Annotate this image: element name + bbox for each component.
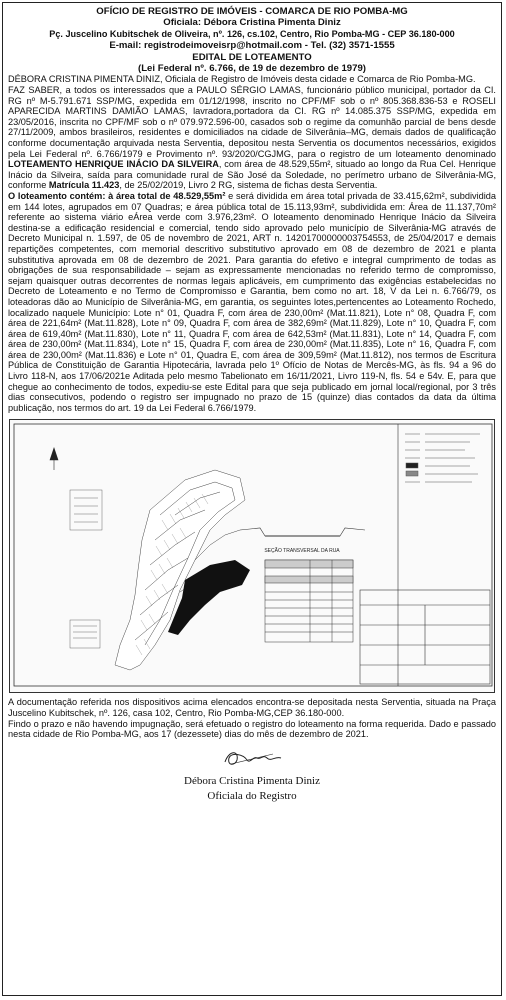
total-area-lead: O loteamento contém: à área total de 48.529,55m² (8, 190, 226, 201)
header-official: Oficiala: Débora Cristina Pimenta Diniz (163, 17, 341, 29)
matricula-number: Matrícula 11.423 (48, 180, 120, 191)
faz-saber-paragraph (8, 85, 496, 191)
notice-page (2, 2, 502, 996)
opening-paragraph: DÉBORA CRISTINA PIMENTA DINIZ, Oficiala de Registro de Imóveis desta cidade e Comarca de Rio Pomba-MG. (8, 74, 476, 85)
title-block (360, 590, 490, 684)
street-section (240, 528, 365, 536)
header-contact: E-mail: registrodeimoveisrp@hotmail.com - Tel. (32) 3571-1555 (109, 40, 395, 52)
documentation-paragraph: A documentação referida nos dispositivos acima elencados encontra-se depositada nesta Serventia, situada na Praça Juscelino Kubitschek, nº. 126, casa 102, Centro, Rio Pomba-MG,CEP 36.180-000. (8, 697, 496, 719)
street-section-label: SEÇÃO TRANSVERSAL DA RUA (264, 548, 340, 555)
north-arrow-icon (50, 448, 58, 470)
handwritten-signature (217, 746, 287, 768)
loteamento-name: LOTEAMENTO HENRIQUE INÁCIO DA SILVEIRA (8, 159, 219, 170)
text-span: , com área de 48.529,55m², situado ao longo da Rua Cel. Henrique Inácio da Silveira, saída para comunidade rural de São José da Soledade, no perímetro urbano de Silverânia-MG, conforme (8, 159, 496, 191)
site-plan-drawing (9, 419, 495, 693)
content-paragraph (8, 191, 496, 413)
header-law-reference: (Lei Federal nº. 6.766, de 19 de dezembro de 1979) (138, 63, 366, 75)
closing-paragraph: Findo o prazo e não havendo impugnação, será efetuado o registro do loteamento na forma requerida. Dado e passado nesta cidade de Rio Pomba-MG, aos 17 (dezessete) dias do mês de dezembro de 2021. (8, 718, 496, 740)
notice-body (3, 74, 501, 413)
area-table (265, 560, 353, 642)
text-span: FAZ SABER, a todos os interessados que a PAULO SÉRGIO LAMAS, funcionário público municipal, portador da CI. RG nº M-5.791.671 SSP/MG, expedida em 01/12/1998, inscrito no CPF/MF sob o nº 805.368.836-53 e ROSELI APARECIDA MARTINS DAMIÃO LAMAS, lavradora,portadora da CI. RG nº 14.085.375 SSP/MG, expedida em 23/05/2016, inscrita no CPF/MF sob o nº 079.972.596-00, casados sob o regime da comunhão parcial de bens desde 27/11/2009, ambos brasileiros, residentes e domiciliados na cidade de Silverânia–MG, demais dados de qualificação conforme documentação arquivada nesta Serventia, depositou nesta Serventia os documentos necessários, exigidos pela Lei Federal nº. 6.766/1979 e Provimento nº. 93/2020/CGJMG, para o registro de um loteamento denominado (8, 85, 496, 159)
header (3, 6, 501, 74)
signatory-name: Débora Cristina Pimenta Diniz (184, 774, 320, 787)
location-sketch (70, 490, 102, 648)
header-edict-title: EDITAL DE LOTEAMENTO (192, 51, 312, 63)
text-span: e será dividida em área total privada de 33.415,62m², subdividida em 144 lotes, agrupados em 07 Quadras; e área pública total de 15.113,93m², subdividida em: Área de 11.137,70m² referente ao sistema viário eÁrea verde com 3.976,23m². O loteamento denominado Henrique Inácio da Silveira destina-se a edificação residencial e comercial, tendo sido aprovado pelo município de Silverânia-MG através de Decreto Municipal n. 1.597, de 05 de novembro de 2021, ART n. 14201700000003754553, de 25/04/2017 e demais repartições competentes, com memorial descritivo substitutivo aprovado em 08 de dezembro de 2021 e planta substitutiva aprovada em 08 de dezembro de 2021. Para garantia do efetivo e integral cumprimento de todas as obrigações de sua responsabilidade – sejam as expressamente mencionadas no referido termo de compromisso, sejam quaisquer outras decorrentes de normas legais aplicáveis, em cumprimento das exigências estabelecidas no Decreto de Loteamento e no Termo de Compromisso e Garantia, bem como no art. 18, V da Lei n. 6.766/79, os loteadoras dão ao Município de Silverânia-MG, em garantia, os seguintes lotes,pertencentes ao Loteamento Rochedo, localizado naquele Município: Lote n° 01, Quadra F, com área de 230,00m² (Mat.11.821), Lote n° 08, Quadra F, com área de 221,64m² (Mat.11.828), Lote n° 09, Quadra F, com área de 382,69m² (Mat.11.829), Lote n° 10, Quadra F, com área de 619,40m² (Mat.11.830), Lote n° 11, Quadra F, com área de 642,53m² (Mat.11.831), Lote n° 14, Quadra F, com área de 230,00m² (Mat.11.834), Lote n° 15, Quadra F, com área de 230,00m² (Mat.11.835), Lote n° 16, Quadra F, com área de 230,00m² (Mat.11.836) e Lote n° 01, Quadra E, com área de 309,59m² (Mat.11.812), nos termos de Escritura Pública de Constituição de Garantia Hipotecária, lavrada pelo 1º Ofício de Notas de Mercês-MG, às fls. 94 a 96 do Livro 118-N, aos 17/06/2021e Aditada pelo mesmo Tabelionato em 16/11/2021, Livro 119-N, fls. 54 e 54v. E, para que chegue ao conhecimento de todos, expediu-se este Edital para que seja publicado em jornal local/regional, por 3 três dias consecutivos, podendo o registro ser impugnado no prazo de 15 (quinze) dias contados da data da última publicação, nos termos do art. 19 da Lei Federal 6.766/1979. (8, 190, 497, 413)
signature-block (3, 746, 501, 802)
text-span: , de 25/02/2019, Livro 2 RG, sistema de fichas desta Serventia. (119, 180, 378, 191)
plan-frame (14, 424, 492, 686)
header-address: Pç. Juscelino Kubitschek de Oliveira, nº. 126, cs.102, Centro, Rio Pomba-MG - CEP 36.180-000 (49, 28, 455, 39)
header-registry-title: OFÍCIO DE REGISTRO DE IMÓVEIS - COMARCA DE RIO POMBA-MG (96, 6, 408, 17)
legend-entries (405, 434, 480, 482)
site-plan-svg (10, 420, 496, 690)
signatory-role: Oficiala do Registro (207, 789, 297, 802)
notice-footer (3, 697, 501, 739)
